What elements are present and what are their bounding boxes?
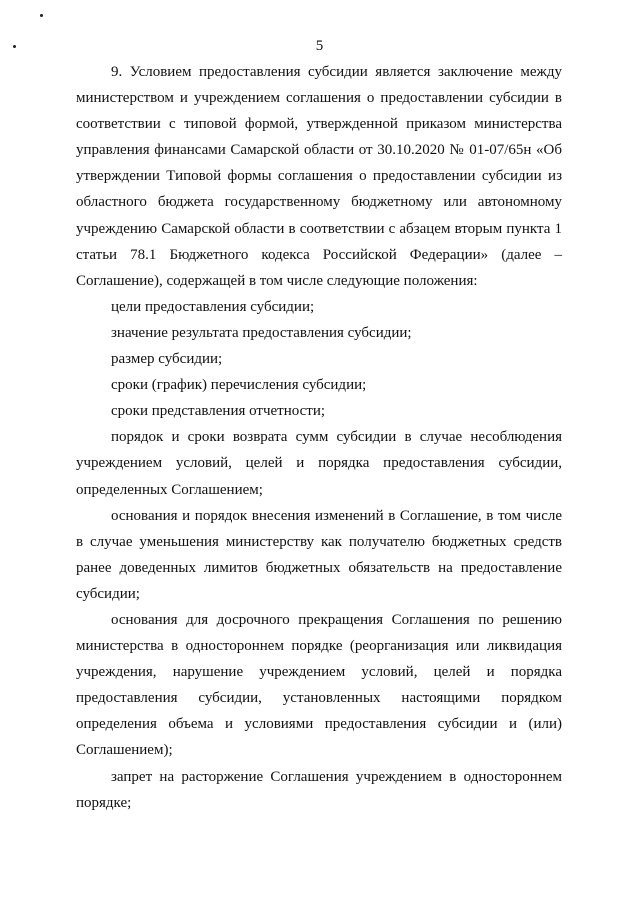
paragraph-condition-of-subsidy: 9. Условием предоставления субсидии является заключение между министерством и учреждением соглашения о предоставлении субсидии в соответствии с типовой формой, утвержденной приказом министерства управления финансами Самарской области от 30.10.2020 № 01-07/65н «Об утверждении Типовой формы соглашения о предоставлении субсидии из областного бюджета государственному бюджетному или автономному учреждению Самарской области в соответствии с абзацем вторым пункта 1 статьи 78.1 Бюджетного кодекса Российской Федерации» (далее – Соглашение), содержащей в том числе следующие положения: (76, 64, 562, 289)
scan-speck (40, 14, 43, 17)
list-item-reporting-deadlines: сроки представления отчетности; (111, 403, 326, 420)
paragraph-return-procedure: порядок и сроки возврата сумм субсидии в случае несоблюдения учреждением условий, целей и порядка предоставления субсидии, определенных Соглашением; (76, 429, 562, 498)
list-item-result-value: значение результата предоставления субсидии; (111, 324, 412, 341)
list-item-goals: цели предоставления субсидии; (111, 298, 315, 315)
page-number: 5 (315, 38, 324, 54)
paragraph-amendment-grounds: основания и порядок внесения изменений в Соглашение, в том числе в случае уменьшения министерству как получателю бюджетных средств ранее доведенных лимитов бюджетных обязательств на предоставление субсидии; (76, 507, 562, 602)
list-item-transfer-schedule: сроки (график) перечисления субсидии; (111, 377, 367, 394)
paragraph-early-termination: основания для досрочного прекращения Соглашения по решению министерства в одностороннем порядке (реорганизация или ликвидация учреждения, нарушение учреждением условий, целей и порядка предоставления субсидии, установленных настоящими порядком определения объема и условиями предоставления субсидии и (или) Соглашением); (76, 611, 562, 759)
list-item-subsidy-size: размер субсидии; (111, 351, 223, 368)
paragraph-termination-ban: запрет на расторжение Соглашения учреждением в одностороннем порядке; (76, 768, 562, 811)
document-body (76, 59, 562, 816)
